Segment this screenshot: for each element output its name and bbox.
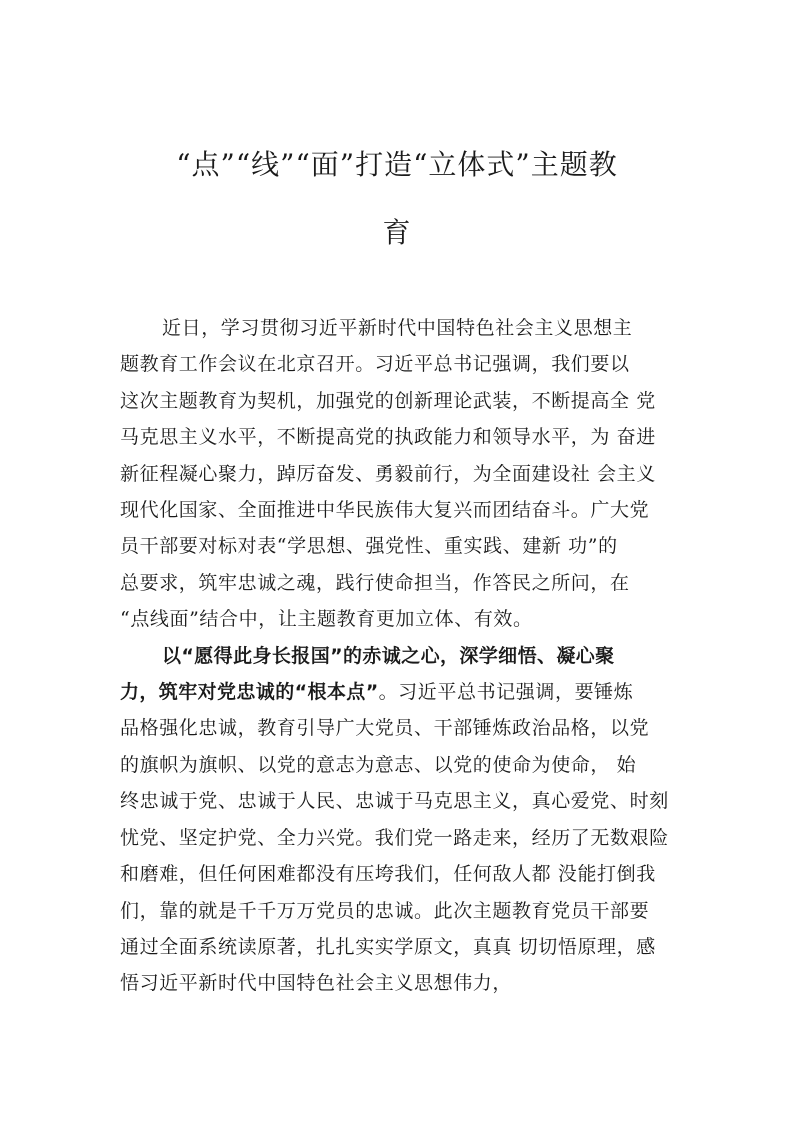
paragraph-1-line: 近日，学习贯彻习近平新时代中国特色社会主义思想主 [162,317,633,339]
paragraph-2-heading-line-1: 以“愿得此身长报国”的赤诚之心，深学细悟、凝心聚 [162,644,615,667]
document-body [120,310,700,1002]
paragraph-2-line: 终忠诚于党、忠诚于人民、忠诚于马克思主义，真心爱党、时刻 [120,790,669,813]
document-title-line-1: “点”“线”“面”打造“立体式”主题教 [176,148,618,181]
paragraph-1-line: 总要求，筑牢忠诚之魂，践行使命担当，作答民之所问，在 [120,571,630,594]
paragraph-1-line: 现代化国家、全面推进中华民族伟大复兴而团结奋斗。广大党 [120,499,650,522]
paragraph-2-line: 忧党、坚定护党、全力兴党。我们党一路走来，经历了无数艰险 [120,826,669,849]
paragraph-1-line: 这次主题教育为契机，加强党的创新理论武装，不断提高全 党 [120,389,656,412]
paragraph-2-line: 的旗帜为旗帜、以党的意志为意志、以党的使命为使命， 始 [120,753,637,776]
paragraph-1-line: 员干部要对标对表“学思想、强党性、重实践、建新 功”的 [120,535,618,558]
document-title-line-2: 育 [382,216,412,249]
paragraph-1-line: “点线面”结合中，让主题教育更加立体、有效。 [120,608,533,631]
paragraph-2-line: 悟习近平新时代中国特色社会主义思想伟力， [120,972,513,995]
paragraph-2-line-rest: 。习近平总书记强调，要锤炼 [378,681,634,704]
paragraph-2-heading-emphasis: 力，筑牢对党忠诚的“根本点” [120,681,379,704]
paragraph-1-line: 马克思主义水平，不断提高党的执政能力和领导水平，为 奋进 [120,426,656,449]
paragraph-2-line: 们，靠的就是千千万万党员的忠诚。此次主题教育党员干部要 [120,899,650,922]
paragraph-2-heading-line-2 [120,674,700,710]
paragraph-2-line: 通过全面系统读原著，扎扎实实学原文，真真 切切悟原理，感 [120,935,656,958]
paragraph-2-line: 品格强化忠诚，教育引导广大党员、干部锤炼政治品格，以党 [120,717,650,740]
paragraph-2-line: 和磨难，但任何困难都没有压垮我们，任何敌人都 没能打倒我 [120,863,656,886]
paragraph-1-line: 新征程凝心聚力，踔厉奋发、勇毅前行，为全面建设社 会主义 [120,462,656,485]
paragraph-1-line: 题教育工作会议在北京召开。习近平总书记强调，我们要以 [120,353,630,376]
